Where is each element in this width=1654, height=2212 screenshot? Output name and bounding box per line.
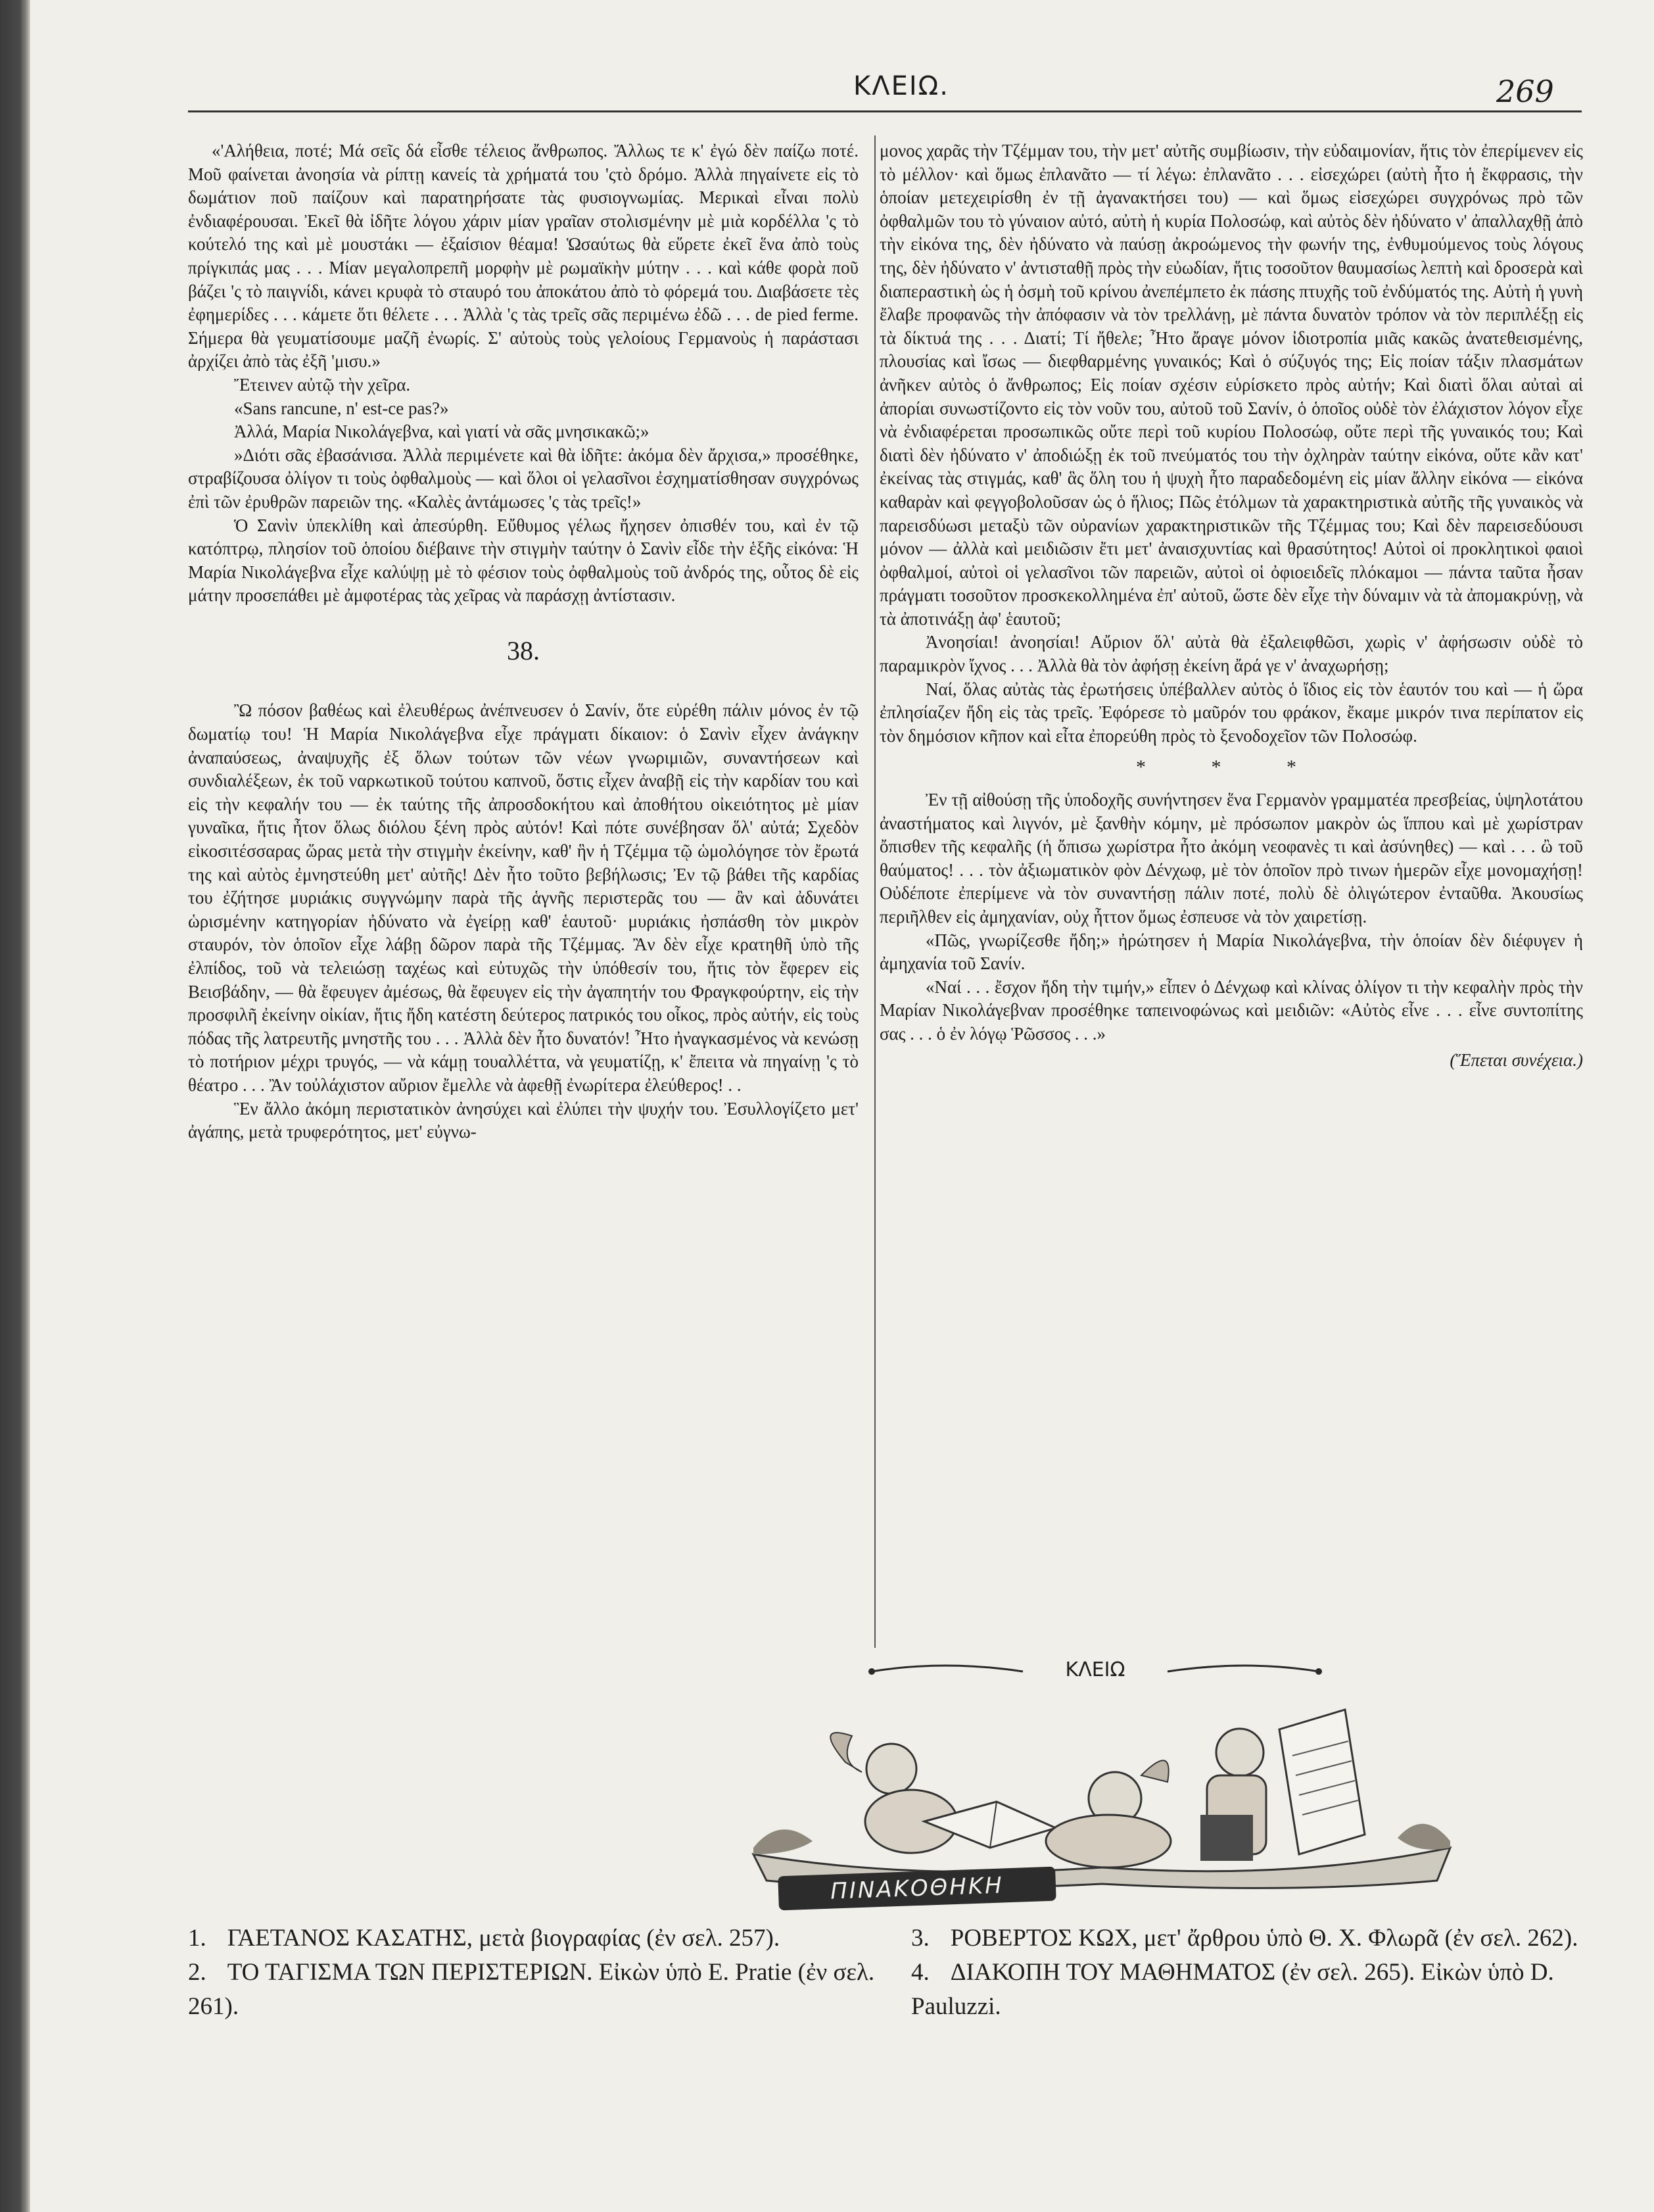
list-item [911, 1921, 1588, 1956]
list-item [188, 1921, 885, 1956]
paragraph: Ἔτεινεν αὐτῷ τὴν χεῖρα. [234, 374, 411, 395]
paragraph: «'Αλήθεια, ποτέ; Μά σεῖς δά εἶσθε τέλειος ἄνθρωπος. Ἄλλως τε κ' ἐγώ δὲν παίζω ποτέ. Μοῦ φαίνεται ἀνοησία νὰ ρίπτῃ κανείς τὰ χρήματά του 'ςτὸ δρόμο. Ἀλλὰ πηγαίνετε εἰς τὸ δωμάτιον ποῦ παίζουν καὶ παρατηρήσατε τὰς φυσιογνωμίας. Μερικαὶ εἶναι πολὺ ἐνδιαφέρουσαι. Ἐκεῖ θὰ ἰδῆτε λόγου χάριν μίαν γραῖαν στολισμένην μὲ μιὰ κορδέλλα 'ς τὸ κούτελό της καὶ μὲ μουστάκι — ἐξαίσιον θέαμα! Ὡσαύτως θὰ εὕρετε ἐκεῖ ἕνα ἀπὸ τοὺς πρίγκιπάς μας . . . Μίαν μεγαλοπρεπῆ μορφὴν μὲ ρωμαϊκὴν μύτην . . . καὶ κάθε φορὰ ποῦ βάζει 'ς τὸ παιγνίδι, κάνει κρυφὰ τὸ σταυρό του ἀποκάτου ἀπὸ τὸ φόρεμά του. Διαβάσετε τὲς ἐφημερίδες . . . κάμετε ὅτι θέλετε . . . Ἀλλὰ 'ς τὰς τρεῖς σᾶς περιμένω ἐδῶ . . . de pied ferme. Σήμερα θὰ γευματίσουμε μαζῆ ἐνωρίς. Σ' αὐτοὺς τοὺς γελοίους Γερμανοὺς ἡ παράστασι ἀρχίζει ἀπὸ τὰς ἐξῆ 'μισυ.» [188, 141, 859, 372]
item-text: ΓΑΕΤΑΝΟΣ ΚΑΣΑΤΗΣ, μετὰ βιογραφίας (ἐν σελ. 257). [227, 1925, 780, 1952]
book-gutter-shadow [0, 0, 30, 2212]
item-text: ΔΙΑΚΟΠΗ ΤΟΥ ΜΑΘΗΜΑΤΟΣ (ἐν σελ. 265). Εἰκὼν ὑπὸ D. Pauluzzi. [911, 1959, 1554, 2020]
paragraph: «Sans rancune, n' est-ce pas?» [234, 398, 449, 418]
cherubs-vignette-illustration [714, 1683, 1490, 1894]
item-text: ΤΟ ΤΑΓΙΣΜΑ ΤΩΝ ΠΕΡΙΣΤΕΡΙΩΝ. Εἰκὼν ὑπὸ E. Pratie (ἐν σελ. 261). [188, 1959, 875, 2020]
paragraph: Ναί, ὅλας αὐτὰς τὰς ἐρωτήσεις ὑπέβαλλεν αὐτὸς ὁ ἴδιος εἰς τὸν ἑαυτόν του καὶ — ἡ ὥρα ἐπλησίαζεν ἤδη εἰς τὰς τρεῖς. Ἐφόρεσε τὸ μαῦρόν του φράκον, ἔκαμε μικρόν τινα περίπατον εἰς τὸν δημόσιον κῆπον καὶ εἶτα ἐπορεύθη πρὸς τὸ ξενοδοχεῖον τῶν Πολοσώφ. [880, 679, 1583, 746]
paragraph: Ἀλλά, Μαρία Νικολάγεβνα, καὶ γιατί νὰ σᾶς μνησικακῶ;» [234, 421, 650, 442]
paragraph: »Διότι σᾶς ἐβασάνισα. Ἀλλὰ περιμένετε καὶ θὰ ἰδῆτε: ἀκόμα δὲν ἄρχισα,» προσέθηκε, στραβίζουσα ὀλίγον τι τοὺς ὀφθαλμοὺς — καὶ ὅλοι οἱ γελασῖνοι ἐσχηματίσθησαν συγχρόνως ἐπὶ τῶν ἐρυθρῶν παρειῶν της. «Καλὲς ἀντάμωσες 'ς τὰς τρεῖς!» [188, 445, 859, 512]
list-item [911, 1956, 1588, 2024]
column-divider [874, 135, 876, 1648]
section-separator: * * * [1136, 756, 1327, 779]
page-number: 269 [1496, 74, 1554, 109]
paragraph: «Ναί . . . ἔσχον ἤδη τὴν τιμήν,» εἶπεν ὁ Δένχωφ καὶ κλίνας ὀλίγον τι τὴν κεφαλὴν πρὸς τὴν Μαρίαν Νικολάγεβναν προσέθηκε ταπεινοφώνως καὶ μειδιῶν: «Αὐτὸς εἶνε . . . εἶνε συντοπίτης σας . . . ὁ ἐν λόγῳ Ῥῶσσος . . .» [880, 976, 1583, 1044]
left-column [188, 139, 859, 1144]
item-number: 1. [188, 1925, 206, 1952]
contents-list-left [188, 1921, 885, 2024]
paragraph: Ἀνοησίαι! ἀνοησίαι! Αὔριον ὅλ' αὐτὰ θὰ ἐξαλειφθῶσι, χωρὶς ν' ἀφήσωσιν οὐδὲ τὸ παραμικρὸν ἴχνος . . . Ἀλλὰ θὰ τὸν ἀφήσῃ ἐκείνη ἄρά γε ν' ἀναχωρήσῃ; [880, 632, 1583, 676]
header-rule [188, 110, 1582, 112]
banner-label: ΠΙΝΑΚΟΘΗΚΗ [830, 1872, 1004, 1905]
right-column [880, 139, 1583, 1072]
paragraph: Ἓν ἄλλο ἀκόμη περιστατικὸν ἀνησύχει καὶ ἐλύπει τὴν ψυχήν του. Ἐσυλλογίζετο μετ' ἀγάπης, μετὰ τρυφερότητος, μετ' εὐγνω- [188, 1098, 859, 1142]
page [30, 0, 1654, 2212]
paragraph: μονος χαρᾶς τὴν Τζέμμαν του, τὴν μετ' αὐτῆς συμβίωσιν, τὴν εὐδαιμονίαν, ἥτις τὸν ἐπερίμενεν εἰς τὸ μέλλον· καὶ ὅμως ἐπλανᾶτο — τί λέγω: ἐπλανᾶτο . . . εἰσεχώρει (αὐτὴ ἦτο ἡ ἔκφρασις, τὴν ὁποίαν μετεχειρίσθη ἐν τῇ ἀγανακτήσει του) — καὶ ὅμως εἰσεχώρει συγχρόνως πρὸ τῶν ὀφθαλμῶν του τὸ γύναιον αὐτό, αὐτὴ ἡ κυρία Πολοσώφ, καὶ αὐτὸς δὲν ἠδύνατο ν' ἀπαλλαχθῇ ἀπὸ τὴν εἰκόνα της, δὲν ἠδύνατο νὰ παύσῃ ἀκροώμενος τὴν φωνήν της, ἐνθυμούμενος τοὺς λόγους της, δὲν ἠδύνατο ν' ἀντισταθῇ πρὸς τὴν εὐωδίαν, ἥτις τοσοῦτον θαυμασίως λεπτὴ καὶ δροσερὰ καὶ διαπεραστικὴ ὡς ἡ ὀσμὴ τοῦ κρίνου ἀνεπέμπετο ἐκ πάσης πτυχῆς τοῦ ἐνδύματός της. Αὐτὴ ἡ γυνὴ ἔλαβε προφανῶς τὴν ἀπόφασιν νὰ τὸν τρελλάνῃ, μὲ πάντα δυνατὸν τρόπον νὰ τὸν περιπλέξῃ εἰς τὰ δίκτυά της . . . Διατί; Τί ἤθελε; Ἦτο ἄραγε μόνον ἰδιοτροπία μιᾶς κακῶς ἀνατεθεισμένης, πλουσίας καὶ ἴσως — διεφθαρμένης γυναικός; Καὶ ὁ σύζυγός της; Εἰς ποίαν τάξιν πλασμάτων ἀνῆκεν αὐτὸς ὁ ἄνθρωπος; Εἰς ποίαν σχέσιν εὑρίσκετο πρὸς αὐτήν; Καὶ διατὶ ὅλαι αὐταὶ αἱ ἀπορίαι συνωστίζοντο εἰς τὸν νοῦν του, αὐτοῦ τοῦ Σανίν, ὁ ὁποῖος οὐδὲ τὸν ἐλάχιστον λόγον εἶχε νὰ ἐνδιαφέρεται προσωπικῶς οὔτε περὶ τοῦ κυρίου Πολοσώφ, οὔτε περὶ τῆς γυναικός του; Καὶ διατὶ δὲν ἠδύνατο ν' ἀποδιώξῃ ἐκ τοῦ πνεύματός του τὴν ὀχληρὰν ταύτην εἰκόνα, οὔτε κἂν κατ' ἐκείνας τὰς στιγμάς, καθ' ἃς ὅλη του ἡ ψυχὴ ἦτο παραδεδομένη εἰς μίαν ἄλλην εἰκόνα — εἰκόνα καθαρὰν καὶ φεγγοβολοῦσαν ὡς ὁ ἥλιος; Πῶς ἐτόλμων τὰ χαρακτηριστικὰ αὐτῆς τῆς γυναικὸς νὰ παρεισδύωσι μεταξὺ τῶν οὐρανίων χαρακτηριστικῶν τῆς Τζέμμας του; Καὶ δὲν παρεισεδύουσι μόνον — ἀλλὰ καὶ μειδιῶσιν ἔτι μετ' ἀναισχυντίας καὶ θρασύτητος! Αὐτοὶ οἱ προκλητικοὶ φαιοὶ ὀφθαλμοί, αὐτοὶ οἱ γελασῖνοι τῶν παρειῶν, αὐτοὶ οἱ ὀφιοειδεῖς πλόκαμοι — πάντα ταῦτα ἦσαν πράγματι τοσοῦτον προσκεκολλημένα ἐπ' αὐτοῦ, ὥστε δὲν εἶχε τὴν δύναμιν νὰ τὰ ἀπομακρύνῃ, νὰ τὰ ἀποτινάξῃ ἀφ' ἑαυτοῦ; [880, 141, 1583, 629]
paragraph: Ὁ Σανὶν ὑπεκλίθη καὶ ἀπεσύρθη. Εὔθυμος γέλως ἤχησεν ὀπισθέν του, καὶ ἐν τῷ κατόπτρῳ, πλησίον τοῦ ὁποίου διέβαινε τὴν στιγμὴν ταύτην ὁ Σανὶν εἶδε τὴν ἑξῆς εἰκόνα: Ἡ Μαρία Νικολάγεβνα εἶχε καλύψῃ μὲ τὸ φέσιον τοὺς ὀφθαλμοὺς τοῦ ἀνδρός της, οὗτος δὲ εἰς μάτην προσεπάθει μὲ ἀμφοτέρας τὰς χεῖρας νὰ παράσχῃ ἀντίστασιν. [188, 515, 859, 606]
ornament-label: ΚΛΕΙΩ [1065, 1658, 1125, 1681]
ornament-header [845, 1658, 1345, 1685]
running-head: ΚΛΕΙΩ. [853, 71, 949, 101]
item-number: 2. [188, 1959, 206, 1986]
list-item [188, 1956, 885, 2024]
item-number: 3. [911, 1925, 930, 1952]
paragraph: Ἐν τῇ αἰθούσῃ τῆς ὑποδοχῆς συνήντησεν ἕνα Γερμανὸν γραμματέα πρεσβείας, ὑψηλοτάτου ἀναστήματος καὶ λιγνόν, μὲ ξανθὴν κόμην, μὲ πρόσωπον μακρὸν ὡς ἵππου καὶ μὲ χωρίστραν ὄπισθεν τῆς κεφαλῆς (ἡ ὄπισω χωρίστρα ἦτο ἀκόμη νεοφανὲς τι καὶ ἀσύνηθες) — καὶ . . . ὢ τοῦ θαύματος! . . . τὸν ἀξιωματικὸν φὸν Δένχωφ, μὲ τὸν ὁποῖον πρὸ τινων ἡμερῶν εἶχε μονομαχήσῃ! Οὐδέποτε ἐπερίμενε νὰ τὸν συναντήσῃ πάλιν ποτέ, πολὺ δὲ ὀλιγώτερον ἐνταῦθα. Ἀκουσίως περιῆλθεν εἰς ἀμηχανίαν, οὐχ ἧττον ὅμως ἐσπευσε νὰ τὸν χαιρετίσῃ. [880, 790, 1583, 926]
contents-list-right [911, 1921, 1588, 2024]
section-number: 38. [507, 635, 540, 665]
paragraph: «Πῶς, γνωρίζεσθε ἤδη;» ἠρώτησεν ἡ Μαρία Νικολάγεβνα, τὴν ὁποίαν δὲν διέφυγεν ἡ ἀμηχανία τοῦ Σανίν. [880, 930, 1583, 974]
item-number: 4. [911, 1959, 930, 1986]
to-be-continued-note: (Ἕπεται συνέχεια.) [1450, 1049, 1583, 1070]
paragraph: Ὢ πόσον βαθέως καὶ ἐλευθέρως ἀνέπνευσεν ὁ Σανίν, ὅτε εὑρέθη πάλιν μόνος ἐν τῷ δωματίῳ του! Ἡ Μαρία Νικολάγεβνα εἶχε πράγματι δίκαιον: ὁ Σανὶν εἶχεν ἀνάγκην ἀναπαύσεως, ἀναψυχῆς ἐξ ὅλων τούτων τῶν νέων γνωριμιῶν, συναντήσεων καὶ συνδιαλέξεων, ἐκ τοῦ ναρκωτικοῦ τούτου καπνοῦ, ὅστις εἶχεν ἀναβῇ εἰς τὴν καρδίαν του καὶ εἰς τὴν κεφαλήν του — ἐκ ταύτης τῆς ἀπροσδοκήτου καὶ ἀποθήτου οἰκειότητος μὲ μίαν γυναῖκα, ἥτις ἦτον ὅλως διόλου ξένη πρὸς αὐτόν! Καὶ πότε συνέβησαν ὅλ' αὐτά; Σχεδὸν εἰκοσιτέσσαρας ὥρας μετὰ τὴν στιγμὴν ἐκείνην, καθ' ἣν ἡ Τζέμμα τῷ ὡμολόγησε τὸν ἔρωτά της καὶ αὐτὸς ἐμνηστεύθη μετ' αὐτῆς! Δὲν ἦτο τοῦτο βεβήλωσις; Ἐν τῷ βάθει τῆς καρδίας του ἐζήτησε μυριάκις συγγνώμην παρὰ τῆς ἁγνῆς περιστερᾶς του — ἂν καὶ ἀδυνάτει ὡρισμένην κατηγορίαν ἠδύνατο νὰ ἐγείρῃ καθ' ἑαυτοῦ· μυριάκις ἠσπάσθη τὸν μικρὸν σταυρόν, τὸν ὁποῖον εἶχε λάβῃ δῶρον παρὰ τῆς Τζέμμας. Ἂν δὲν εἶχε κρατηθῆ ὑπὸ τῆς ἐλπίδος, τοῦ νὰ τελειώσῃ ταχέως καὶ εὐτυχῶς τὴν ὑπόθεσίν του, ἥτις τὸν ἔφερεν εἰς Βεισβάδην, — θὰ ἔφευγεν ἀμέσως, θὰ ἔφευγεν εἰς τὴν ἀγαπητήν του Φραγκφούρτην, εἰς τὴν προσφιλῆ ἐκείνην οἰκίαν, ἥτις ἤδη κατέστη δεύτερος πατρικός του οἶκος, πρὸς αὐτήν, εἰς τοὺς πόδας τῆς λατρευτῆς μνηστῆς του . . . Ἀλλὰ δὲν ἦτο δυνατόν! Ἦτο ἠναγκασμένος νὰ κενώσῃ τὸ ποτήριον μέχρι τρυγός, — νὰ κάμῃ τουαλλέττα, νὰ γευματίζῃ, κ' ἔπειτα νὰ πηγαίνῃ 'ς τὸ θέατρο . . . Ἂν τοὐλάχιστον αὔριον ἔμελλε νὰ ἀφεθῇ ἐνωρίτερα ἐλεύθερος! . . [188, 700, 859, 1095]
item-text: ΡΟΒΕΡΤΟΣ ΚΩΧ, μετ' ἄρθρου ὑπὸ Θ. Χ. Φλωρᾶ (ἐν σελ. 262). [950, 1925, 1578, 1952]
